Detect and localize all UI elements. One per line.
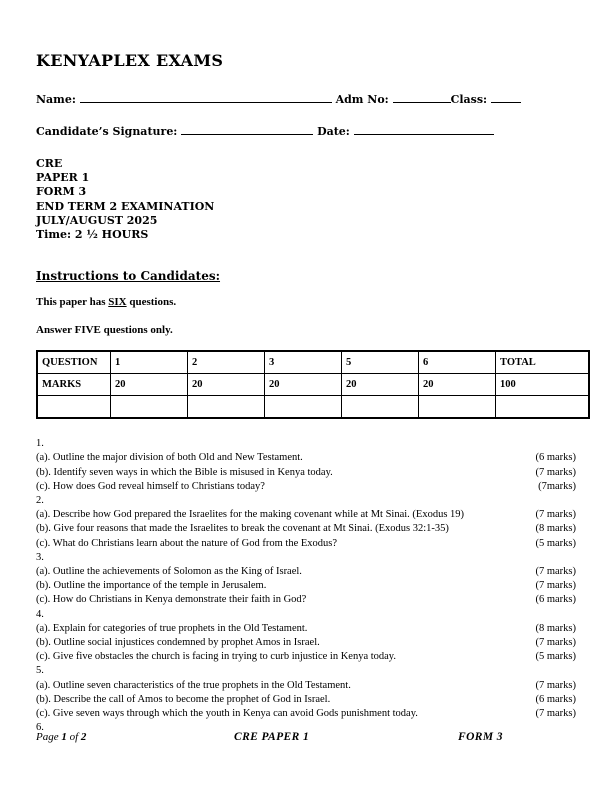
footer-paper-title: CRE PAPER 1 [234, 731, 310, 743]
question-text: (a). Outline seven characteristics of the true prophets in the Old Testament. [36, 679, 351, 691]
table-cell [188, 396, 265, 419]
table-cell: MARKS [37, 374, 111, 396]
name-blank-field [80, 91, 332, 103]
question-part [36, 451, 576, 465]
question-marks: (7 marks) [535, 509, 576, 521]
paper-line: PAPER 1 [36, 171, 90, 185]
question-text: (c). Give seven ways through which the youth in Kenya can avoid Gods punishment today. [36, 708, 418, 720]
question-part [36, 707, 576, 721]
question-number: 6. [36, 722, 44, 734]
instruction-line-1 [36, 296, 576, 309]
question-text: (c). What do Christians learn about the nature of God from the Exodus? [36, 537, 338, 549]
table-header-cell: 6 [419, 351, 496, 374]
question-marks: (7 marks) [535, 679, 576, 691]
class-blank-field [491, 91, 521, 103]
question-marks: (7 marks) [535, 708, 576, 720]
exam-name-line: END TERM 2 EXAMINATION [36, 199, 215, 213]
question-number: 2. [36, 495, 44, 507]
question-part [36, 593, 576, 607]
footer-form-label: FORM 3 [458, 731, 503, 743]
table-header-cell: TOTAL [496, 351, 590, 374]
question-part [36, 466, 576, 480]
exam-date-line: JULY/AUGUST 2025 [36, 213, 158, 227]
marks-table [36, 350, 590, 419]
marks-table-marks-row [37, 374, 589, 396]
adm-no-blank-field [393, 91, 451, 103]
signature-blank-field [181, 123, 313, 135]
name-label: Name: [36, 93, 76, 106]
table-cell [419, 396, 496, 419]
table-header-cell: 3 [265, 351, 342, 374]
table-header-cell: 5 [342, 351, 419, 374]
time-line: Time: 2 ½ HOURS [36, 228, 149, 242]
table-cell: 100 [496, 374, 590, 396]
question-marks: (7marks) [538, 480, 576, 492]
question-text: (a). Describe how God prepared the Israelites for the making covenant while at Mt Sinai. (Exodus 19) [36, 509, 465, 521]
instruction-line-1-suffix: questions. [126, 296, 177, 309]
question-text: (b). Give four reasons that made the Israelites to break the covenant at Mt Sinai. (Exodus 32:1-35) [36, 523, 449, 535]
table-header-cell: 1 [111, 351, 188, 374]
exam-meta-block [36, 157, 576, 242]
marks-table-header-row [37, 351, 589, 374]
question-marks: (7 marks) [535, 637, 576, 649]
question-part [36, 565, 576, 579]
question-part [36, 537, 576, 551]
question-text: (a). Outline the major division of both Old and New Testament. [36, 452, 303, 464]
form-line: FORM 3 [36, 185, 87, 199]
question-text: (b). Describe the call of Amos to become the prophet of God in Israel. [36, 693, 331, 705]
instruction-line-2: Answer FIVE questions only. [36, 324, 173, 337]
question-part [36, 650, 576, 664]
question-marks: (5 marks) [535, 537, 576, 549]
table-cell: 20 [265, 374, 342, 396]
question-number: 3. [36, 551, 44, 563]
marks-table-empty-row [37, 396, 589, 419]
question-part [36, 693, 576, 707]
question-text: (a). Explain for categories of true prophets in the Old Testament. [36, 622, 308, 634]
question-part [36, 636, 576, 650]
footer-page-num: 1 [61, 731, 67, 743]
table-cell: 20 [188, 374, 265, 396]
date-label: Date: [317, 125, 350, 138]
question-part [36, 522, 576, 536]
adm-no-label: Adm No: [335, 93, 389, 106]
table-cell [496, 396, 590, 419]
date-blank-field [354, 123, 494, 135]
signature-label: Candidate’s Signature: [36, 125, 178, 138]
footer-page-prefix: Page [36, 731, 62, 743]
table-cell: 20 [111, 374, 188, 396]
signature-row [36, 123, 576, 138]
question-marks: (8 marks) [535, 523, 576, 535]
table-header-cell: 2 [188, 351, 265, 374]
footer-page-total: 2 [80, 731, 87, 743]
table-cell: 20 [342, 374, 419, 396]
question-marks: (6 marks) [535, 693, 576, 705]
question-part [36, 480, 576, 494]
question-marks: (7 marks) [535, 580, 576, 592]
question-marks: (6 marks) [535, 594, 576, 606]
question-text: (c). How do Christians in Kenya demonstrate their faith in God? [36, 594, 307, 606]
name-row [36, 91, 576, 106]
table-cell [37, 396, 111, 419]
question-number: 4. [36, 608, 44, 620]
question-marks: (5 marks) [535, 651, 576, 663]
footer-page-number [36, 731, 86, 744]
table-cell [265, 396, 342, 419]
question-text: (a). Outline the achievements of Solomon as the King of Israel. [36, 566, 302, 578]
instruction-line-1-prefix: This paper has [36, 296, 109, 309]
question-part [36, 579, 576, 593]
question-text: (c). Give five obstacles the church is facing in trying to curb injustice in Kenya today. [36, 651, 396, 663]
footer-page-mid: of [66, 731, 81, 743]
question-marks: (7 marks) [535, 566, 576, 578]
page-title: KENYAPLEX EXAMS [36, 51, 224, 70]
question-part [36, 679, 576, 693]
question-marks: (7 marks) [535, 466, 576, 478]
table-cell: 20 [419, 374, 496, 396]
question-text: (b). Outline social injustices condemned by prophet Amos in Israel. [36, 637, 320, 649]
question-text: (b). Outline the importance of the temple in Jerusalem. [36, 580, 267, 592]
question-part [36, 622, 576, 636]
question-part [36, 508, 576, 522]
table-header-cell: QUESTION [37, 351, 111, 374]
question-marks: (6 marks) [535, 452, 576, 464]
class-label: Class: [450, 93, 488, 106]
subject-line: CRE [36, 157, 63, 170]
table-cell [111, 396, 188, 419]
instructions-heading: Instructions to Candidates: [36, 269, 221, 284]
table-cell [342, 396, 419, 419]
question-text: (b). Identify seven ways in which the Bible is misused in Kenya today. [36, 466, 333, 478]
question-text: (c). How does God reveal himself to Christians today? [36, 480, 265, 492]
instruction-line-1-underlined: SIX [108, 296, 127, 309]
questions-list [36, 437, 576, 735]
question-number: 1. [36, 438, 44, 450]
question-marks: (8 marks) [535, 622, 576, 634]
question-number: 5. [36, 665, 44, 677]
